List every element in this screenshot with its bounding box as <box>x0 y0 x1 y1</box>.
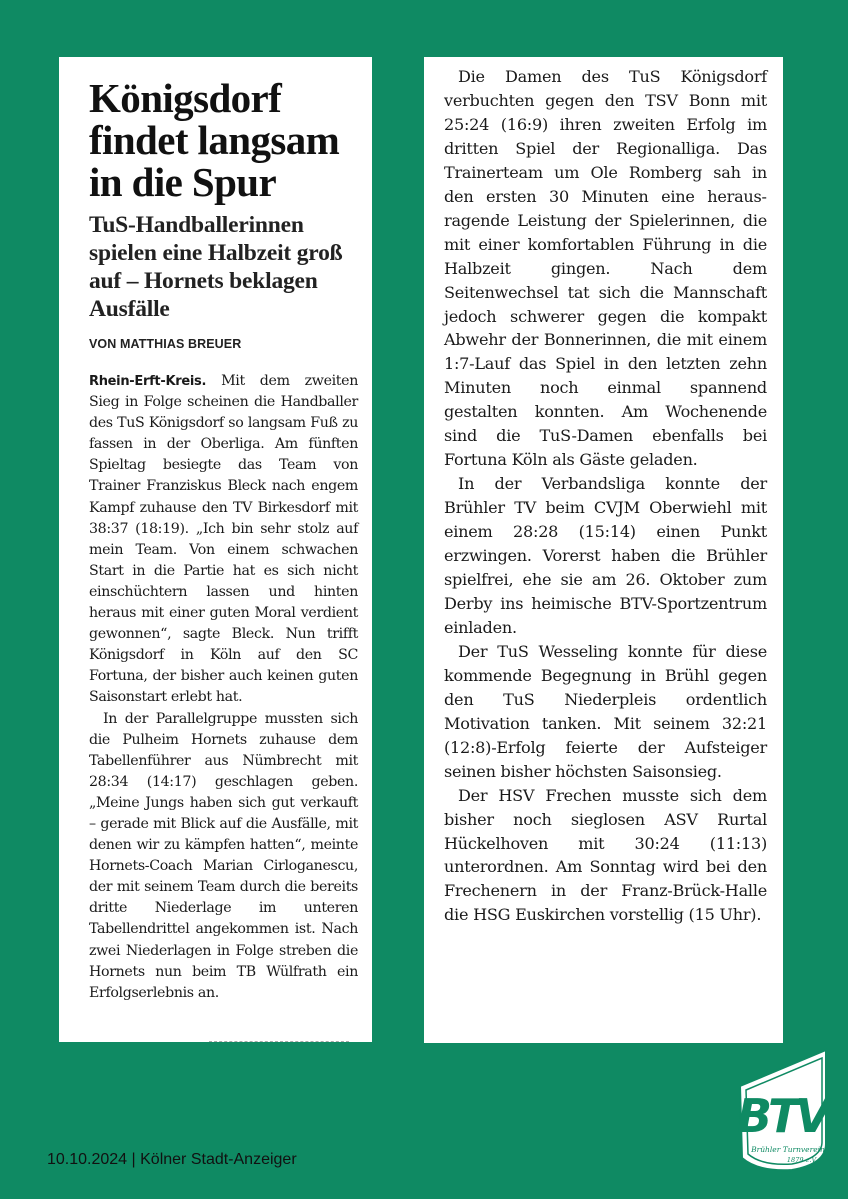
article-subheadline: TuS-Handballerinnen spielen eine Halbzeit groß auf – Hornets beklagen Ausfälle <box>89 212 343 322</box>
btv-logo <box>732 1046 832 1174</box>
body-paragraph: In der Verbandsliga konnte der Brühler TV beim CVJM Oberwiehl mit einem 28:28 (15:14) einen Punkt erzwingen. Vorerst haben die Brühler spielfrei, ehe sie am 26. Oktober zum Derby ins heimische BTV-Sportzentrum einladen. <box>444 474 767 637</box>
body-paragraph: Der HSV Frechen musste sich dem bisher noch sieglosen ASV Rurtal Hückelhoven mit 30:24 (11:13) unterordnen. Am Sonntag wird bei den Frechenern in der Franz-Brück-Halle die HSG Euskirchen vorstellig (15 Uhr). <box>444 785 767 925</box>
left-column-body <box>89 371 358 1004</box>
clipping-cut-edge <box>209 1041 349 1042</box>
body-paragraph: Die Damen des TuS Königsdorf verbuchten gegen den TSV Bonn mit 25:24 (16:9) ihren zweiten Erfolg im dritten Spiel der Regionalliga. Das Trainerteam um Ole Romberg sah in den ersten 30 Minuten eine herausragende Leistung der Spielerinnen, die mit einer komfortablen Führung in die Halbzeit gingen. Nach dem Seitenwechsel tat sich die Mannschaft jedoch schwerer gegen die kompakt Abwehr der Bonnerinnen, die mit einem 1:7-Lauf das Spiel in den letzten zehn Minuten noch einmal spannend gestalten konnten. Am Wochenende sind die TuS-Damen ebenfalls bei Fortuna Köln als Gäste geladen. <box>444 67 767 470</box>
article-clipping-right <box>424 57 783 1043</box>
article-clipping-left <box>59 57 372 1042</box>
body-paragraph: In der Parallelgruppe mussten sich die Pulheim Hornets zuhause dem Tabellenführer aus Nümbrecht mit 28:34 (14:17) geschlagen geben. „Meine Jungs haben sich gut verkauft – gerade mit Blick auf die Ausfälle, mit denen wir zu kämpfen hatten“, meinte Hornets-Coach Marian Cirloganescu, der mit seinem Team durch die bereits dritte Niederlage im unteren Tabellendrittel angekommen ist. Nach zwei Niederlagen in Folge streben die Hornets nun beim TB Wülfrath ein Erfolgserlebnis an. <box>89 710 358 1001</box>
logo-club-name: Brühler Turnverein <box>751 1145 825 1154</box>
body-paragraph-text: Mit dem zweiten Sieg in Folge scheinen die Handballer des TuS Königsdorf so langsam Fuß zu fassen in der Oberliga. Am fünften Spieltag besiegte das Team von Trainer Franziskus Bleck nach engem Kampf zuhause den TV Birkesdorf mit 38:37 (18:19). „Ich bin sehr stolz auf mein Team. Von einem schwachen Start in die Partie hat es sich nicht einschüchtern lassen und hinten heraus mit einer guten Moral verdient gewonnen“, sagte Bleck. Nun trifft Königsdorf in Köln auf den SC Fortuna, der bisher auch keinen guten Saisonstart erlebt hat. <box>89 373 358 706</box>
body-paragraph <box>89 371 358 709</box>
logo-letters: BTV <box>736 1089 828 1143</box>
source-caption: 10.10.2024 | Kölner Stadt-Anzeiger <box>47 1151 297 1168</box>
article-headline: Königsdorf findet langsam in die Spur <box>89 75 340 205</box>
logo-founded: 1879 e.V. <box>786 1156 818 1164</box>
btv-logo-icon <box>732 1046 832 1174</box>
body-paragraph: Der TuS Wesseling konnte für diese kommende Begegnung in Brühl gegen den TuS Niederpleis ordentlich Motivation tanken. Mit seinem 32:21 (12:8)-Erfolg feierte der Aufsteiger seinen bisher höchsten Saisonsieg. <box>444 641 767 781</box>
article-byline: VON MATTHIAS BREUER <box>89 337 242 351</box>
dateline: Rhein-Erft-Kreis. <box>89 374 207 389</box>
right-column-body <box>444 65 767 927</box>
